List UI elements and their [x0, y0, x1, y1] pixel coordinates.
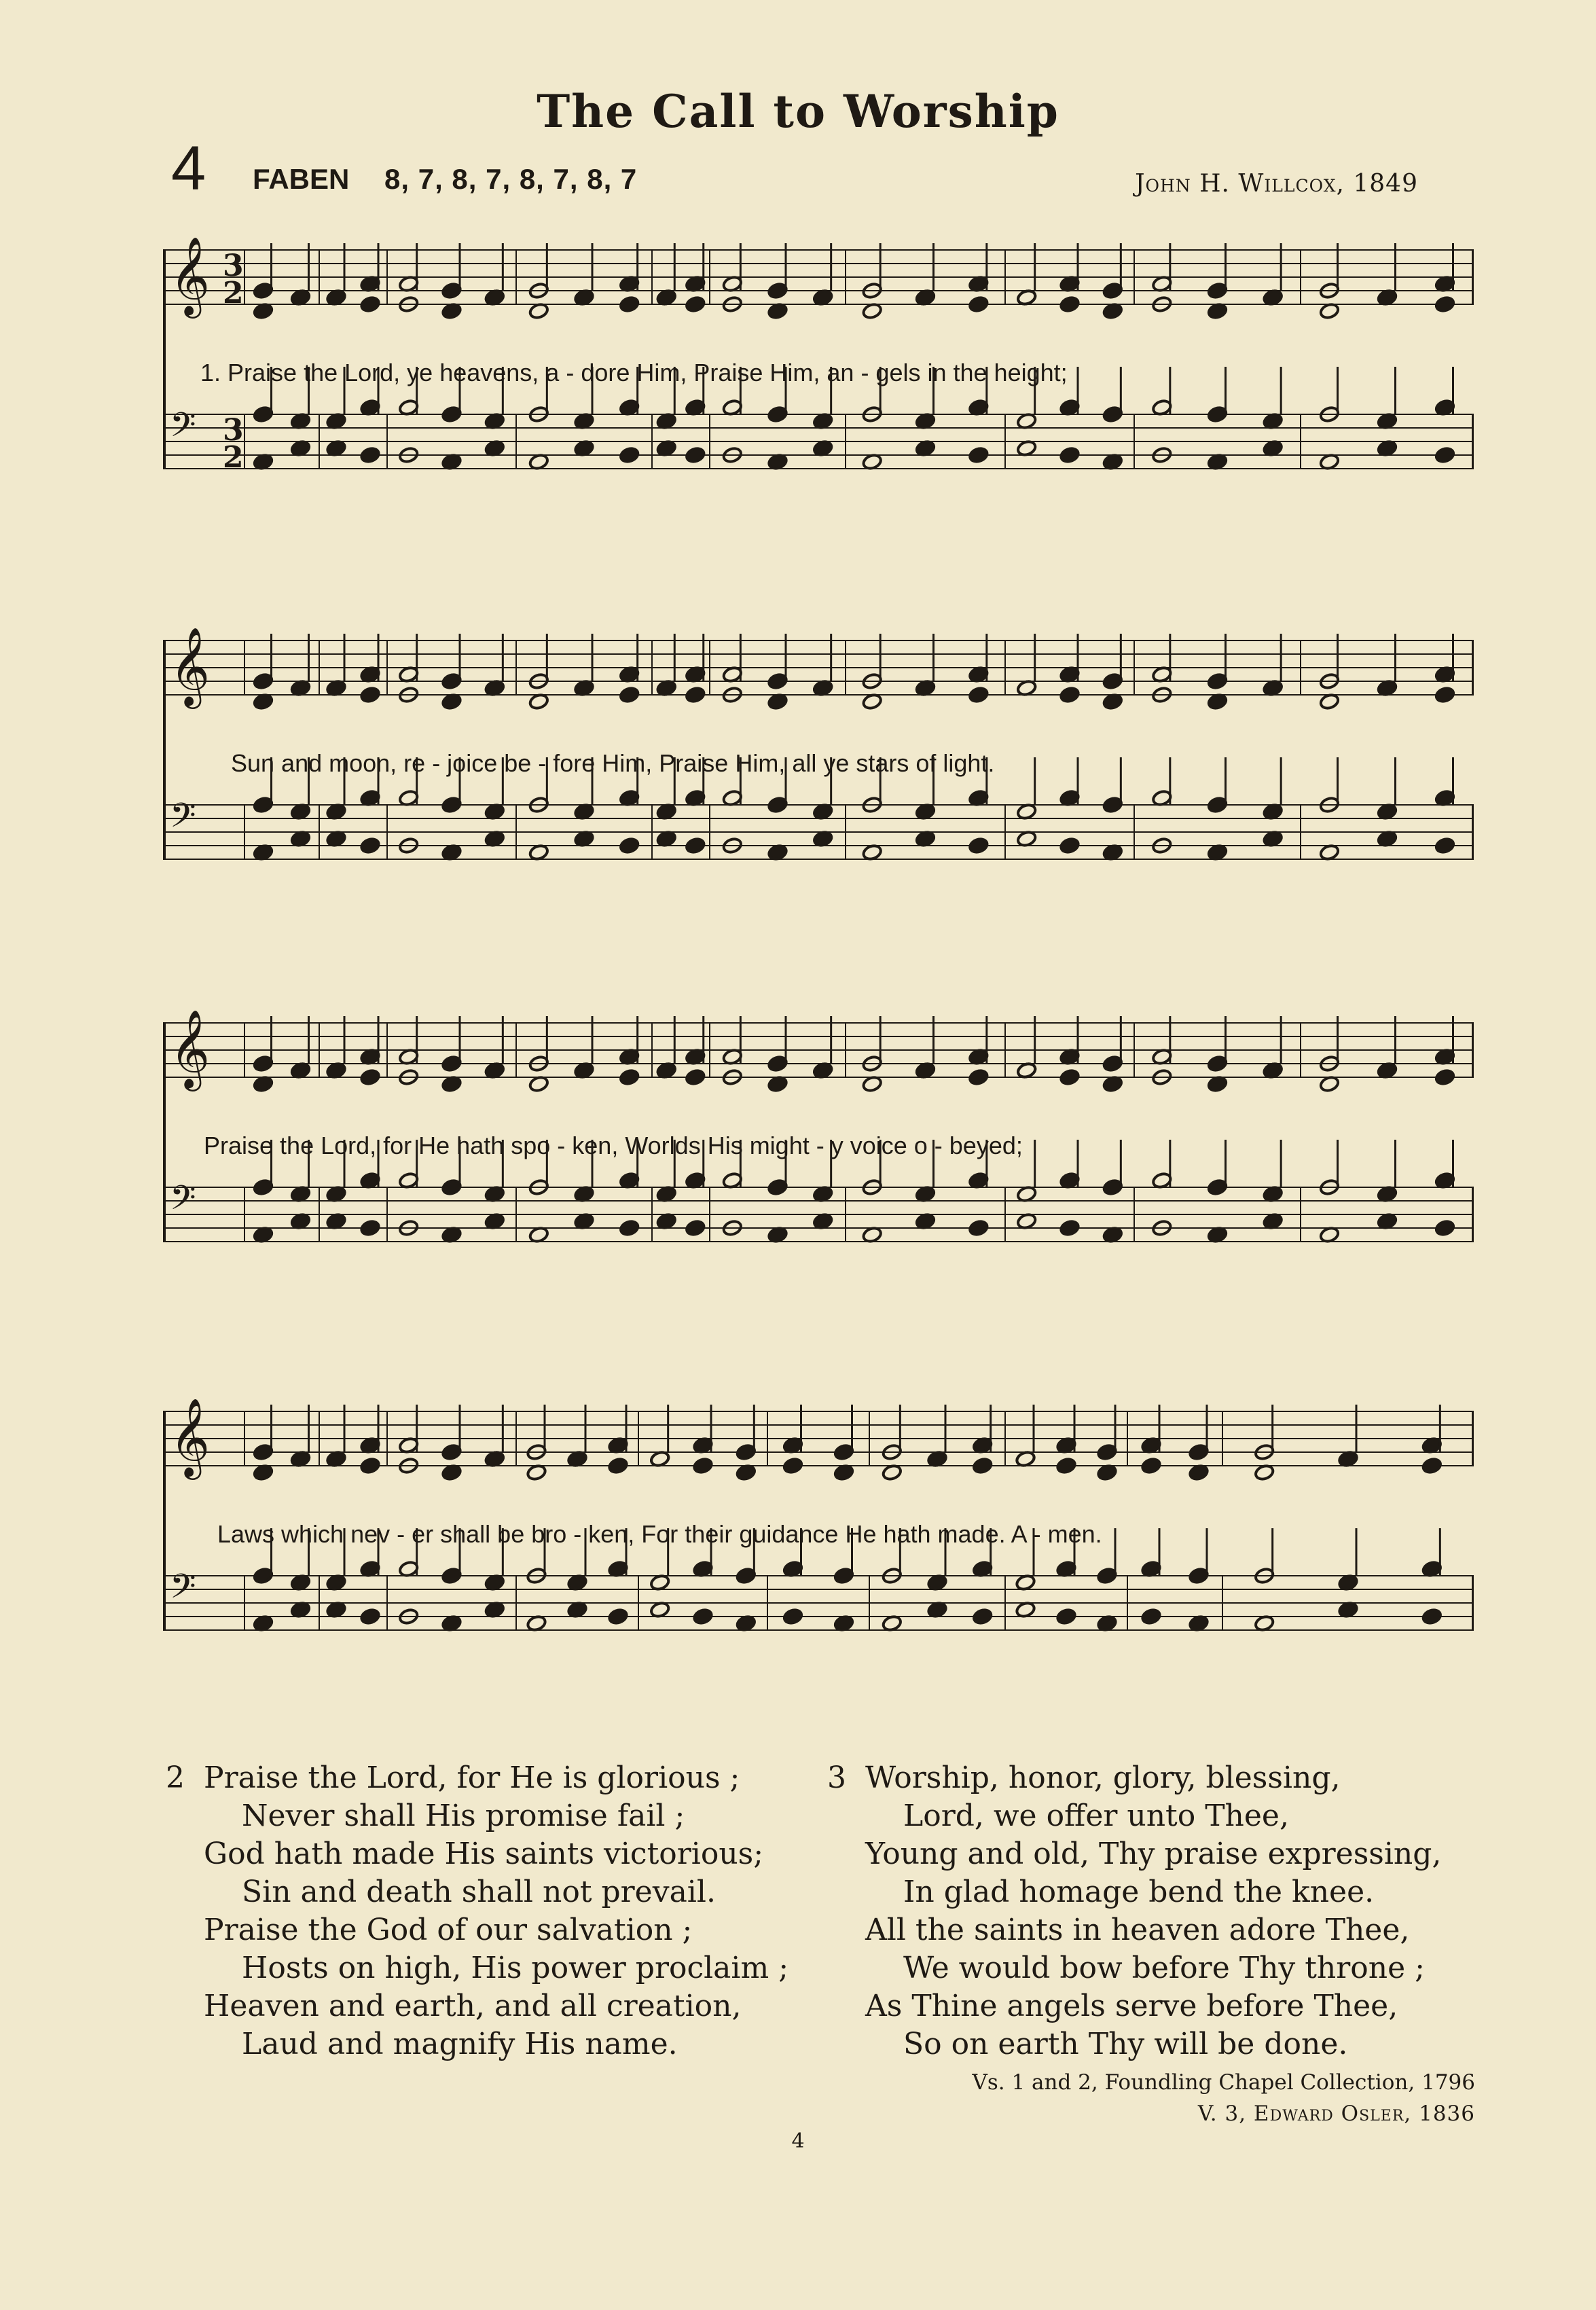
- note-head-icon: [782, 1457, 803, 1475]
- note-head-icon: [619, 1068, 640, 1086]
- tune-line: [253, 163, 637, 196]
- note-head-icon: [1059, 686, 1081, 704]
- bass-clef-icon: 𝄢: [170, 796, 196, 844]
- note-head-icon: [1059, 1219, 1081, 1237]
- note-head-icon: [968, 686, 990, 704]
- note-head-icon: [968, 1068, 990, 1086]
- verse-line: As Thine angels serve before Thee,: [865, 1989, 1398, 2023]
- music-system-2: [163, 608, 1474, 920]
- note-head-icon: [685, 295, 706, 313]
- verse-line: Praise the Lord, for He is glorious ;: [204, 1761, 740, 1795]
- note-head-icon: [1434, 1068, 1455, 1086]
- verse-line: Heaven and earth, and all creation,: [204, 1989, 742, 2023]
- note-head-icon: [1059, 446, 1081, 464]
- note-head-icon: [685, 837, 706, 854]
- note-head-icon: [1059, 1068, 1081, 1086]
- note-head-icon: [1421, 1457, 1443, 1475]
- note-head-icon: [1141, 1457, 1162, 1475]
- page-number: 4: [791, 2129, 805, 2153]
- page-title: The Call to Worship: [537, 85, 1059, 138]
- verse-number: 2: [166, 1761, 185, 1795]
- tune-meter: 8, 7, 8, 7, 8, 7, 8, 7: [384, 163, 638, 195]
- verse-line: Hosts on high, His power proclaim ;: [242, 1951, 789, 1985]
- note-head-icon: [619, 837, 640, 854]
- music-system-1: [163, 217, 1474, 530]
- verse-line: All the saints in heaven adore Thee,: [865, 1913, 1410, 1947]
- note-head-icon: [968, 1219, 990, 1237]
- note-head-icon: [360, 837, 381, 854]
- verse-line: Sin and death shall not prevail.: [242, 1875, 716, 1909]
- verse-line: Never shall His promise fail ;: [242, 1799, 685, 1833]
- note-head-icon: [619, 446, 640, 464]
- note-head-icon: [685, 1068, 706, 1086]
- time-signature-icon: 2: [223, 440, 244, 475]
- bass-clef-icon: 𝄢: [170, 1567, 196, 1614]
- note-head-icon: [1056, 1608, 1077, 1625]
- note-head-icon: [693, 1457, 714, 1475]
- verse-line: Laud and magnify His name.: [242, 2027, 678, 2061]
- system-3-lyrics: Praise the Lord, for He hath spo - ken, Worlds His might - y voice o - beyed;: [204, 1132, 1023, 1159]
- verse-line: Praise the God of our salvation ;: [204, 1913, 693, 1947]
- note-head-icon: [968, 837, 990, 854]
- note-head-icon: [693, 1608, 714, 1625]
- composer-credit: John H. Willcox, 1849: [1135, 170, 1418, 198]
- verse-2: [166, 1759, 789, 2063]
- bass-clef-icon: 𝄢: [170, 1178, 196, 1226]
- verse-line: So on earth Thy will be done.: [903, 2027, 1348, 2061]
- treble-clef-icon: 𝄞: [170, 1397, 211, 1477]
- verse-3: [827, 1759, 1442, 2063]
- verse-line: Lord, we offer unto Thee,: [903, 1799, 1289, 1833]
- verse-line: In glad homage bend the knee.: [903, 1875, 1375, 1909]
- note-head-icon: [1059, 837, 1081, 854]
- music-system-4: [163, 1379, 1474, 1691]
- time-signature-icon: 2: [223, 276, 244, 310]
- note-head-icon: [1421, 1608, 1443, 1625]
- tune-name: FABEN: [253, 163, 350, 195]
- note-head-icon: [972, 1457, 993, 1475]
- note-head-icon: [968, 446, 990, 464]
- note-head-icon: [360, 295, 381, 313]
- time-signature-icon: 3: [223, 249, 244, 283]
- note-head-icon: [1434, 295, 1455, 313]
- treble-clef-icon: 𝄞: [170, 1009, 211, 1088]
- note-head-icon: [619, 1219, 640, 1237]
- note-head-icon: [619, 295, 640, 313]
- note-head-icon: [1434, 837, 1455, 854]
- note-head-icon: [1434, 1219, 1455, 1237]
- note-head-icon: [685, 1219, 706, 1237]
- note-head-icon: [360, 1068, 381, 1086]
- verse-line: God hath made His saints victorious;: [204, 1837, 764, 1871]
- note-head-icon: [360, 446, 381, 464]
- time-signature-icon: 3: [223, 413, 244, 448]
- note-head-icon: [360, 1457, 381, 1475]
- hymn-number: 4: [171, 134, 206, 203]
- note-head-icon: [968, 295, 990, 313]
- treble-clef-icon: 𝄞: [170, 626, 211, 706]
- note-head-icon: [972, 1608, 993, 1625]
- note-head-icon: [608, 1608, 629, 1625]
- system-1-lyrics: 1. Praise the Lord, ye heavens, a - dore Him, Praise Him, an - gels in the height;: [200, 359, 1068, 386]
- note-head-icon: [685, 446, 706, 464]
- note-head-icon: [1434, 446, 1455, 464]
- note-head-icon: [1141, 1608, 1162, 1625]
- verse-number: 3: [827, 1761, 846, 1795]
- credit-line-1: Vs. 1 and 2, Foundling Chapel Collection, 1796: [972, 2070, 1475, 2095]
- note-head-icon: [1434, 686, 1455, 704]
- system-2-lyrics: Sun and moon, re - joice be - fore Him, Praise Him, all ye stars of light.: [231, 749, 995, 777]
- verse-line: Young and old, Thy praise expressing,: [865, 1837, 1442, 1871]
- note-head-icon: [1059, 295, 1081, 313]
- note-head-icon: [360, 1219, 381, 1237]
- note-head-icon: [360, 686, 381, 704]
- credit-line-2: V. 3, Edward Osler, 1836: [1197, 2101, 1475, 2126]
- note-head-icon: [608, 1457, 629, 1475]
- system-4-lyrics: Laws which nev - er shall be bro - ken, For their guidance He hath made. A - men.: [217, 1520, 1102, 1548]
- verse-line: Worship, honor, glory, blessing,: [865, 1761, 1341, 1795]
- note-head-icon: [1056, 1457, 1077, 1475]
- note-head-icon: [360, 1608, 381, 1625]
- treble-clef-icon: 𝄞: [170, 236, 211, 315]
- note-head-icon: [685, 686, 706, 704]
- text-credits: [972, 2067, 1475, 2129]
- music-system-3: [163, 990, 1474, 1303]
- bass-clef-icon: 𝄢: [170, 405, 196, 453]
- note-head-icon: [782, 1608, 803, 1625]
- note-head-icon: [619, 686, 640, 704]
- verse-line: We would bow before Thy throne ;: [903, 1951, 1425, 1985]
